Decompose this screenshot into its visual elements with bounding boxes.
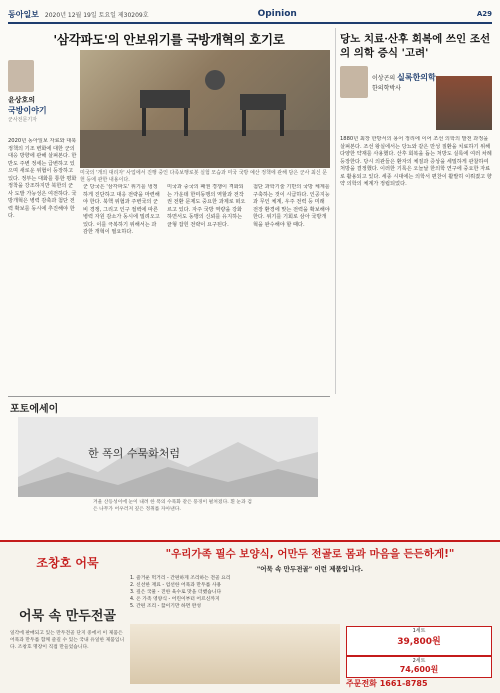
robot-illustration — [80, 50, 330, 168]
ad-list-title: "어묵 속 만두전골" 이런 제품입니다. — [256, 565, 364, 573]
column2-body: 1880년 최장 한방서의 용어 정리에 이어 조선 의학의 발전 과정을 살펴본다. 조선 왕실에서는 당뇨와 같은 만성 질환을 치료하기 위해 다양한 약재를 사용했다. 산후 회복을 돕는 처방도 실록에 여러 차례 등장한다. 당시 의관들은 환자의 체질과 증상을 세밀하게 관찰하여 처방을 결정했다. 이러한 기록은 오늘날 한의학 연구에 중요한 자료로 활용되고 있다. 세종 시대에는 의학서 편찬이 활발히 이뤄졌고 향약 의학의 체계가 정립되었다. — [340, 136, 492, 188]
ad-banner: "우리가족 필수 보양식, 어만두 전골로 몸과 마음을 든든하게!" — [165, 548, 455, 560]
column1-headline[interactable]: '삼각파도'의 안보위기를 국방개혁의 호기로 — [53, 32, 285, 47]
list-item: 1. 즐거운 먹거리 - 간편하게 조리하는 전골 요리 — [130, 576, 231, 581]
ad-left-panel — [10, 552, 125, 690]
list-item: 2. 신선한 재료 - 엄선한 어묵과 만두를 사용 — [130, 582, 222, 588]
price-label: 1세트 — [412, 628, 426, 634]
column1-body-2: 군 당국은 '삼각파도' 위기를 냉정하게 진단하고 대응 전략을 마련해야 한다. 북핵 위협과 주변국의 군비 경쟁, 그리고 인구 절벽에 따른 병력 자원 감소가 동시에 밀려오고 있다. 이를 극복하기 위해서는 과감한 개혁이 필요하다. — [83, 184, 160, 236]
photo-caption: 미국의 '개의 대리자' 사업에서 진행 중인 다족보행로봇 실험 모습과 미국 국방 예산 정책에 관해 담은 군사 최신 문헌 등에 관한 내용이다. — [80, 170, 328, 183]
list-item: 3. 깊은 국물 - 진한 육수로 맛을 더했습니다 — [130, 589, 222, 595]
column-divider — [335, 28, 336, 394]
price-label: 2세트 — [412, 658, 426, 664]
author-dept: 군사전문기자 — [8, 117, 37, 123]
price-value: 39,800원 — [397, 637, 441, 647]
photo-essay-heading: 한 폭의 수묵화처럼 — [88, 447, 181, 460]
issue-date: 2020년 12월 19일 토요일 제30209호 — [44, 11, 149, 19]
column-left — [8, 26, 330, 392]
price-value: 74,600원 — [399, 665, 439, 674]
column2-title: 실록한의학 — [397, 73, 436, 83]
photo-essay-caption: 겨울 산등성이에 눈이 내려 한 폭의 수묵화 같은 풍경이 펼쳐졌다. 흰 눈과 검은 나무가 어우러져 깊은 정취를 자아낸다. — [93, 500, 252, 512]
list-item: 4. 온 가족 영양식 - 어린이부터 어르신까지 — [130, 596, 220, 602]
royal-portrait-image — [436, 76, 492, 130]
advertisement[interactable] — [0, 540, 500, 693]
column-right — [340, 26, 492, 392]
column1-body-3: 미국과 중국의 패권 경쟁이 격화되는 가운데 한미동맹의 역할과 전작권 전환 문제도 중요한 과제로 떠오르고 있다. 자주 국방 역량을 강화하면서도 동맹의 신뢰를 유지하는 균형 잡힌 전략이 요구된다. — [167, 184, 246, 228]
newspaper-logo[interactable]: 동아일보 — [8, 9, 39, 19]
photo-essay-label: 포토에세이 — [10, 404, 59, 415]
ad-feature-list — [130, 576, 490, 611]
food-photo — [130, 624, 340, 684]
price-box-2[interactable] — [346, 656, 492, 678]
column1-body-4: 첨단 과학기술 기반의 국방 체계를 구축하는 것이 시급하다. 인공지능과 무인 체계, 우주 전력 등 미래 전장 환경에 맞는 전력을 확보해야 한다. 위기를 기회로 삼아 국방개혁을 완수해야 할 때다. — [253, 184, 330, 228]
author-dept: 한의학박사 — [372, 85, 401, 93]
ad-brand: 조창호 어묵 — [36, 556, 99, 570]
price-box-1[interactable] — [346, 626, 492, 656]
author-name: 윤상호의 — [8, 96, 36, 104]
author-photo — [8, 60, 34, 92]
newspaper-header — [8, 6, 492, 24]
author-name-block — [372, 72, 436, 92]
ad-description: 일각에 판매되고 있는 만두전골 단지 중에서 이 제품은 어묵과 만두를 함께 즐길 수 있는 국내 유일한 제품입니다. 조창호 명장이 직접 만들었습니다. — [10, 631, 125, 651]
column1-body-1: 2020년 동아일보 자료와 대북 정책의 기조 변화에 대한 군의 대응 방향에 관해 살펴본다. 한반도 주변 정세는 급변하고 있으며 새로운 위협이 등장하고 있다. 정부는 대화를 통한 평화 정착을 강조하지만 북한의 군사 도발 가능성은 여전하다. 국방개혁은 병력 감축과 첨단 전력 확보를 동시에 추진해야 한다. — [8, 138, 77, 220]
author-prefix: 이상곤의 — [372, 75, 396, 83]
column2-headline[interactable]: 당노 치료·산후 회복에 쓰인 조선의 의학 증식 '고려' — [340, 33, 491, 60]
section-label: Opinion — [257, 9, 297, 19]
list-item: 5. 간편 조리 - 끓이기만 하면 완성 — [130, 603, 202, 609]
column1-byline — [8, 60, 78, 123]
author-photo — [340, 66, 368, 98]
column-title: 국방이야기 — [8, 106, 47, 115]
robot-photo — [80, 50, 330, 168]
ad-product-name: 어묵 속 만두전골 — [19, 609, 116, 624]
photo-essay — [8, 396, 330, 535]
order-phone[interactable]: 주문전화 1661-8785 — [346, 679, 428, 688]
page-number: A29 — [476, 10, 492, 18]
ad-right-panel — [130, 546, 490, 690]
